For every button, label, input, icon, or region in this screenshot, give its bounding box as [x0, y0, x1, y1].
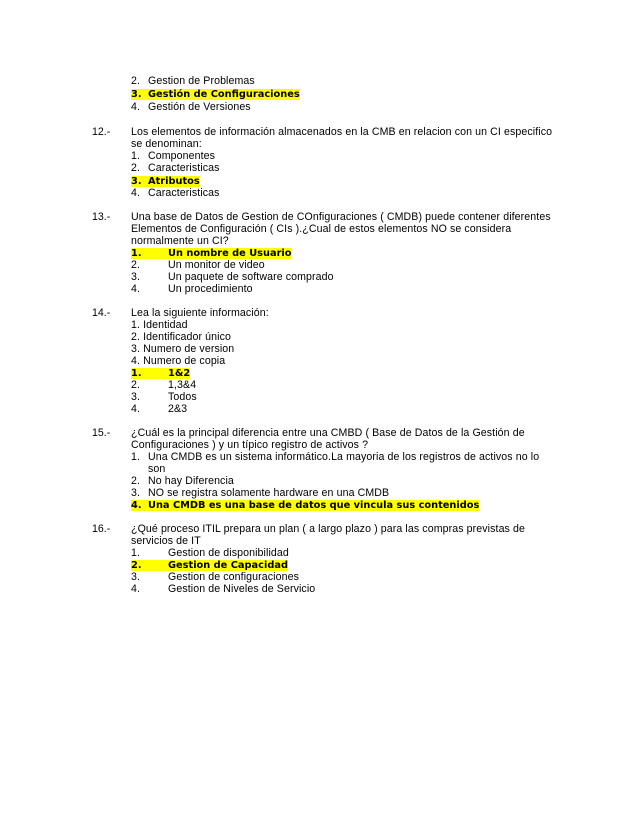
q14-info-item-1: 1. Identidad: [131, 319, 188, 331]
q14-info-item-3: 3. Numero de version: [131, 343, 235, 355]
q14-number: 14.-: [92, 307, 111, 319]
q16-option-3: 3. Gestion de configuraciones: [131, 571, 299, 583]
q16-question-line-2: servicios de IT: [131, 535, 201, 547]
q13-question-line-2: Elementos de Configuración ( CIs ).¿Cual de estos elementos NO se considera: [131, 223, 512, 235]
q12-option-1: 1. Componentes: [131, 150, 216, 162]
q12-option-2: 2. Caracteristicas: [131, 162, 220, 174]
q14-info-item-2: 2. Identificador único: [131, 331, 231, 343]
q13-number: 13.-: [92, 211, 111, 223]
q13-option-3: 3. Un paquete de software comprado: [131, 271, 334, 283]
q12-number: 12.-: [92, 126, 111, 138]
q13-option-4: 4. Un procedimiento: [131, 283, 253, 295]
q16-question-line-1: ¿Qué proceso ITIL prepara un plan ( a largo plazo ) para las compras previstas de: [131, 523, 525, 535]
q13-question-line-3: normalmente un CI?: [131, 235, 229, 247]
q16-option-1: 1. Gestion de disponibilidad: [131, 547, 289, 559]
q12-question-line-2: se denominan:: [131, 138, 202, 150]
q11-option-4: 4. Gestión de Versiones: [131, 101, 251, 113]
q15-option-3: 3. NO se registra solamente hardware en una CMDB: [131, 487, 390, 499]
q12-question-line-1: Los elementos de información almacenados en la CMB en relacion con un CI especifico: [131, 126, 553, 138]
q12-option-3-correct: 3. Atributos: [131, 176, 200, 187]
q15-option-1: 1. Una CMDB es un sistema informático.La mayoria de los registros de activos no lo: [131, 451, 540, 463]
q14-question-line-1: Lea la siguiente información:: [131, 307, 269, 319]
q11-option-2: 2. Gestion de Problemas: [131, 75, 255, 87]
q14-option-4: 4. 2&3: [131, 403, 188, 415]
q14-info-item-4: 4. Numero de copia: [131, 355, 226, 367]
q16-option-2-correct: 2. Gestion de Capacidad: [131, 560, 288, 571]
q11-option-3-correct: 3. Gestión de Configuraciones: [131, 89, 300, 100]
q14-option-1-correct: 1. 1&2: [131, 368, 191, 379]
q15-option-4-correct: 4. Una CMDB es una base de datos que vincula sus contenidos: [131, 500, 480, 511]
q16-option-4: 4. Gestion de Niveles de Servicio: [131, 583, 316, 595]
q16-number: 16.-: [92, 523, 111, 535]
q15-number: 15.-: [92, 427, 111, 439]
q15-question-line-2: Configuraciones ) y un típico registro de activos ?: [131, 439, 369, 451]
q12-option-4: 4. Caracteristicas: [131, 187, 220, 199]
q14-option-3: 3. Todos: [131, 391, 197, 403]
q15-option-1-continuation: son: [148, 463, 166, 475]
q13-option-1-correct: 1. Un nombre de Usuario: [131, 248, 292, 259]
q13-question-line-1: Una base de Datos de Gestion de COnfiguraciones ( CMDB) puede contener diferentes: [131, 211, 551, 223]
q13-option-2: 2. Un monitor de video: [131, 259, 265, 271]
q14-option-2: 2. 1,3&4: [131, 379, 197, 391]
q15-option-2: 2. No hay Diferencia: [131, 475, 234, 487]
q15-question-line-1: ¿Cuál es la principal diferencia entre una CMBD ( Base de Datos de la Gestión de: [131, 427, 525, 439]
